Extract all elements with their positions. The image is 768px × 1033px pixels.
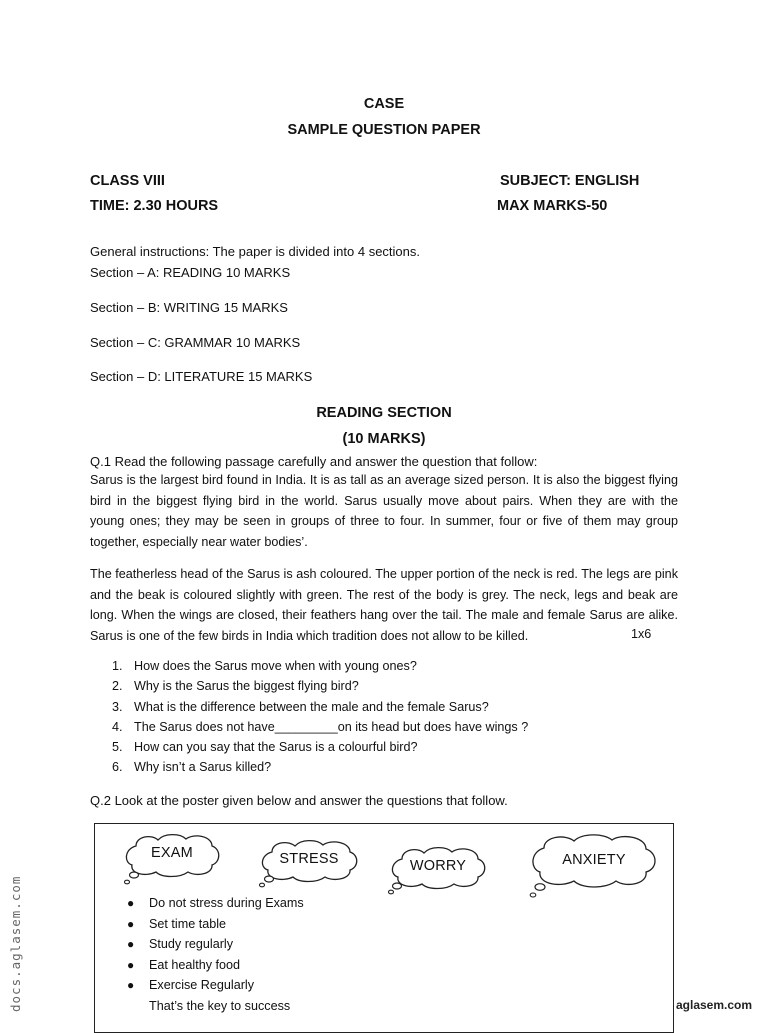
cloud-anxiety xyxy=(528,832,660,898)
tip-text: Study regularly xyxy=(149,937,233,952)
passage-line: bird in the biggest flying bird in the world. Sarus usually move about pairs. When they are with the xyxy=(90,493,678,508)
list-item xyxy=(112,697,528,717)
section-b-line: Section – B: WRITING 15 MARKS xyxy=(90,300,288,315)
list-item xyxy=(112,757,528,777)
time-label: TIME: 2.30 HOURS xyxy=(90,198,219,214)
section-a-line: Section – A: READING 10 MARKS xyxy=(90,265,291,280)
cloud-worry xyxy=(388,845,488,895)
passage-line: and the beak is coloured slightly with green. The rest of the body is grey. The neck, legs and beak are xyxy=(90,587,678,602)
class-label: CLASS VIII xyxy=(90,173,165,189)
q1-question-list xyxy=(112,656,528,778)
cloud-label: EXAM xyxy=(151,845,193,861)
max-marks-label: MAX MARKS-50 xyxy=(497,198,608,214)
question-text: How does the Sarus move when with young ones? xyxy=(134,659,417,673)
side-watermark: docs.aglasem.com xyxy=(8,875,23,1012)
brand-watermark: aglasem.com xyxy=(676,998,753,1012)
question-text: Why is the Sarus the biggest flying bird? xyxy=(134,679,359,694)
cloud-stress xyxy=(258,838,360,888)
bullet-icon: ● xyxy=(127,957,135,972)
question-text: Why isn’t a Sarus killed? xyxy=(134,760,272,775)
bullet-icon: ● xyxy=(127,896,135,910)
tip-text: Eat healthy food xyxy=(149,957,241,972)
cloud-label: STRESS xyxy=(279,851,339,867)
question-number: 1. xyxy=(112,659,123,673)
list-item xyxy=(126,955,304,976)
instructions-intro: General instructions: The paper is divided into 4 sections. xyxy=(90,244,420,259)
q1-prompt: Q.1 Read the following passage carefully and answer the question that follow: xyxy=(90,454,538,469)
reading-section-title: READING SECTION xyxy=(316,405,452,421)
list-item xyxy=(126,914,304,935)
question-number: 6. xyxy=(112,760,123,775)
poster-tip-list xyxy=(126,893,304,996)
question-text: How can you say that the Sarus is a colourful bird? xyxy=(134,740,418,755)
subject-label: SUBJECT: ENGLISH xyxy=(500,173,640,189)
question-text: The Sarus does not have_________on its head but does have wings ? xyxy=(134,719,529,734)
question-text: What is the difference between the male and the female Sarus? xyxy=(134,699,489,714)
q2-prompt: Q.2 Look at the poster given below and answer the questions that follow. xyxy=(90,793,508,808)
list-item xyxy=(112,717,528,737)
section-d-line: Section – D: LITERATURE 15 MARKS xyxy=(90,369,313,384)
bullet-icon: ● xyxy=(127,937,135,952)
question-number: 3. xyxy=(112,699,123,714)
passage-line: The featherless head of the Sarus is ash coloured. The upper portion of the neck is red. The legs are pink xyxy=(90,567,678,581)
list-item xyxy=(112,676,528,696)
cloud-label: ANXIETY xyxy=(562,852,626,868)
list-item xyxy=(112,737,528,757)
q1-marks: 1x6 xyxy=(631,627,652,641)
list-item xyxy=(126,975,304,996)
list-item xyxy=(112,656,528,676)
bullet-icon: ● xyxy=(127,916,135,931)
school-name: CASE xyxy=(363,96,405,112)
passage-line: young ones; they may be seen in groups of three to four. In summer, four or five of them may group xyxy=(90,514,678,528)
passage-paragraph-1 xyxy=(90,470,678,552)
passage-line: long. When the wings are closed, their feathers hang over the tail. The male and female Sarus are alike. xyxy=(90,608,678,622)
question-number: 2. xyxy=(112,679,123,694)
tip-text: Set time table xyxy=(149,916,227,931)
passage-line: together, especially near water bodies’. xyxy=(90,534,308,549)
tip-text: Exercise Regularly xyxy=(149,978,254,993)
question-number: 5. xyxy=(112,740,123,755)
passage-line: Sarus is one of the few birds in India which tradition does not allow to be killed. xyxy=(90,628,529,643)
cloud-label: WORRY xyxy=(409,858,467,874)
bullet-icon: ● xyxy=(127,978,135,993)
reading-section-marks: (10 MARKS) xyxy=(342,431,426,447)
list-item xyxy=(126,934,304,955)
cloud-exam xyxy=(122,832,222,884)
poster-tagline: That’s the key to success xyxy=(149,999,291,1013)
passage-line: Sarus is the largest bird found in India. It is as tall as an average sized person. It is also the biggest flying xyxy=(90,473,678,487)
section-c-line: Section – C: GRAMMAR 10 MARKS xyxy=(90,335,301,350)
passage-paragraph-2 xyxy=(90,564,678,646)
question-number: 4. xyxy=(112,719,123,734)
list-item xyxy=(126,893,304,914)
paper-title: SAMPLE QUESTION PAPER xyxy=(287,122,481,138)
tip-text: Do not stress during Exams xyxy=(149,896,304,910)
